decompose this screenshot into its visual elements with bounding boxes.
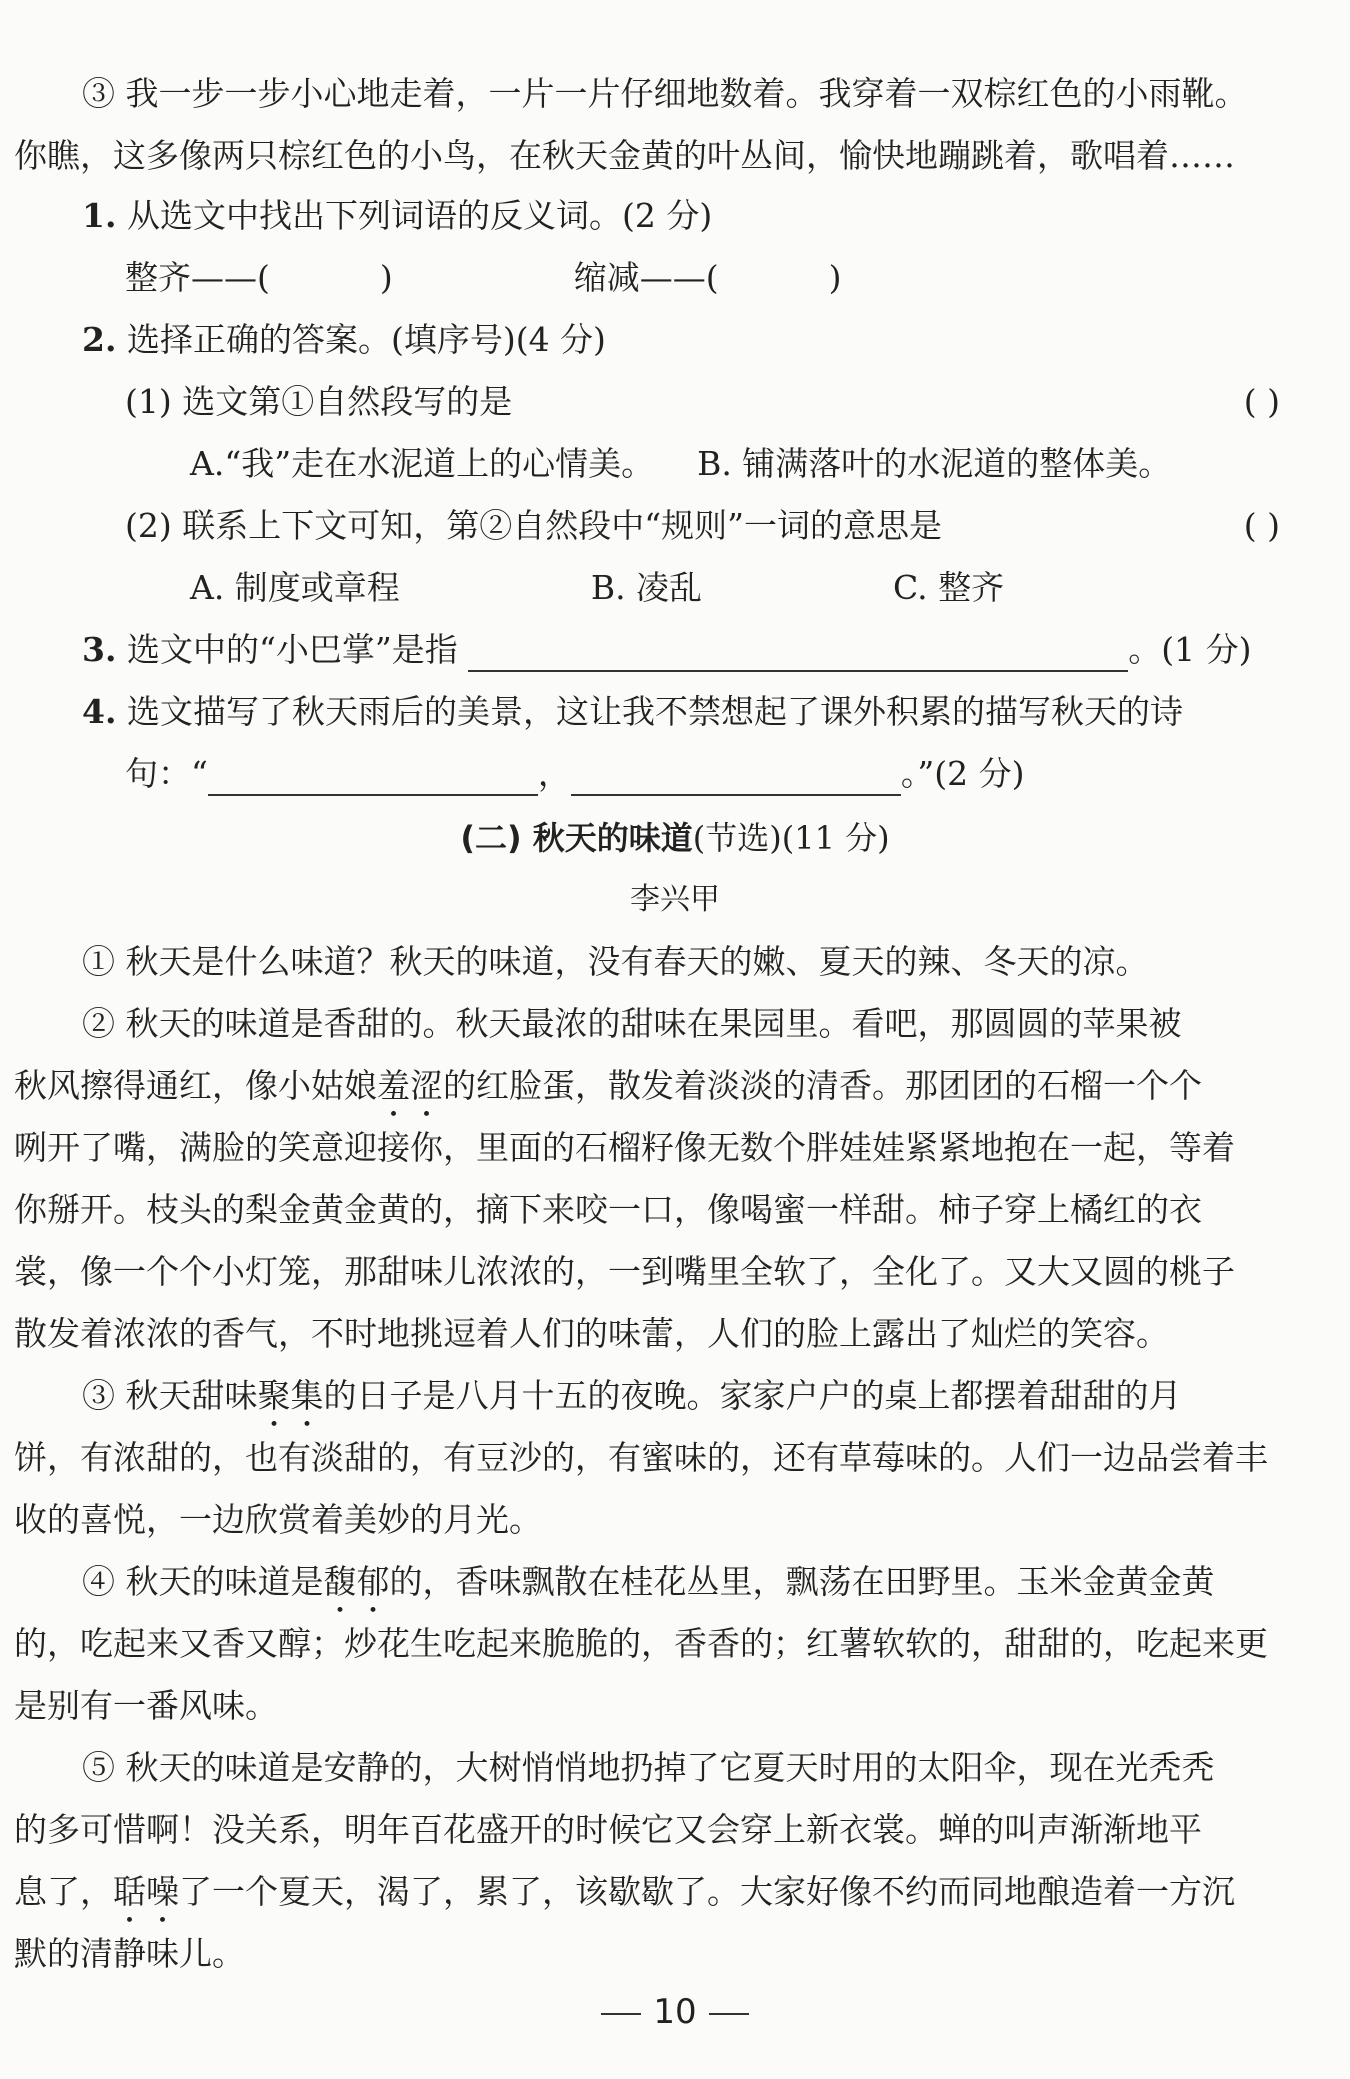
q4-comma: ， <box>537 754 571 793</box>
text-run: 秋风擦得通红，像小姑娘 <box>14 1066 377 1105</box>
page-number <box>0 1990 1350 2034</box>
answer-line[interactable] <box>468 636 1128 672</box>
question-4 <box>82 690 1350 734</box>
question-score: 。”(2 分) <box>900 754 1025 793</box>
text-run: 的红脸蛋，散发着淡淡的清香。那团团的石榴一个个 <box>443 1066 1202 1105</box>
text-run: ③ 秋天甜味 <box>82 1376 258 1415</box>
paragraph-5-line: 的多可惜啊！没关系，明年百花盛开的时候它又会穿上新衣裳。蝉的叫声渐渐地平 <box>14 1810 1202 1849</box>
paragraph-3-line <box>82 1374 1350 1435</box>
question-score: 。(1 分) <box>1128 630 1252 669</box>
bracket-close: ) <box>828 258 842 297</box>
antonym-prompt-b: 缩减——( <box>573 258 719 297</box>
q4-prefix: 句：“ <box>125 754 208 793</box>
paragraph-5-line: 默的清静味儿。 <box>14 1934 245 1973</box>
text-run: 的，香味飘散在桂花丛里，飘荡在田野里。玉米金黄金黄 <box>389 1562 1215 1601</box>
page-number-text: 10 <box>653 1992 697 2032</box>
paragraph-3-line: 收的喜悦，一边欣赏着美妙的月光。 <box>14 1500 542 1539</box>
question-1 <box>82 194 1350 238</box>
text-run: 了一个夏天，渴了，累了，该歇歇了。大家好像不约而同地酿造着一方沉 <box>179 1872 1235 1911</box>
answer-line[interactable] <box>208 760 538 796</box>
paragraph-2-line: 咧开了嘴，满脸的笑意迎接你，里面的石榴籽像无数个胖娃娃紧紧地抱在一起，等着 <box>14 1128 1235 1167</box>
option-a: A.“我”走在水泥道上的心情美。 <box>190 444 655 483</box>
author: 李兴甲 <box>630 882 720 917</box>
text-run: 的日子是八月十五的夜晚。家家户户的桌上都摆着甜甜的月 <box>323 1376 1182 1415</box>
answer-bracket[interactable]: ( ) <box>1243 382 1280 421</box>
option-b: B. 铺满落叶的水泥道的整体美。 <box>697 444 1172 483</box>
question-text: 从选文中找出下列词语的反义词。(2 分) <box>126 196 713 235</box>
question-text: 选择正确的答案。(填序号)(4 分) <box>126 320 606 359</box>
question-number: 1. <box>82 196 117 235</box>
answer-line[interactable] <box>571 760 901 796</box>
passage1-line: 你瞧，这多像两只棕红色的小鸟，在秋天金黄的叶丛间，愉快地蹦跳着，歌唱着…… <box>14 136 1235 175</box>
passage1-line: ③ 我一步一步小心地走着，一片一片仔细地数着。我穿着一双棕红色的小雨靴。 <box>82 74 1248 113</box>
q2-sub1-options <box>190 442 1350 486</box>
paragraph-5-line: ⑤ 秋天的味道是安静的，大树悄悄地扔掉了它夏天时用的太阳伞，现在光秃秃 <box>82 1748 1215 1787</box>
divider <box>601 2013 641 2015</box>
question-number: 2. <box>82 320 117 359</box>
paragraph-2-line: 裳，像一个个小灯笼，那甜味儿浓浓的，一到嘴里全软了，全化了。又大又圆的桃子 <box>14 1252 1235 1291</box>
antonym-prompt-a: 整齐——( <box>125 258 270 297</box>
paragraph-4-line: 的，吃起来又香又醇；炒花生吃起来脆脆的，香香的；红薯软软的，甜甜的，吃起来更 <box>14 1624 1268 1663</box>
paragraph-4-line <box>82 1560 1350 1621</box>
paragraph-1: ① 秋天是什么味道？秋天的味道，没有春天的嫩、夏天的辣、冬天的凉。 <box>82 942 1149 981</box>
paragraph-5-line <box>14 1870 1350 1931</box>
bracket-close: ) <box>379 258 393 297</box>
option-a: A. 制度或章程 <box>190 568 400 607</box>
question-number: 4. <box>82 692 117 731</box>
q4-answer-row <box>125 752 1350 796</box>
answer-space-a[interactable] <box>270 266 380 300</box>
answer-bracket[interactable]: ( ) <box>1243 506 1280 545</box>
section-title-main: (二) 秋天的味道 <box>460 819 693 857</box>
emphasized-word: 羞涩 <box>377 1066 443 1105</box>
emphasized-word: 聒噪 <box>113 1872 179 1911</box>
question-3 <box>82 628 1350 672</box>
divider <box>709 2013 749 2015</box>
section-title-sub: (节选)(11 分) <box>692 819 890 857</box>
question-number: 3. <box>82 630 117 669</box>
q1-antonym-row <box>125 256 1350 300</box>
option-c: C. 整齐 <box>893 568 1005 607</box>
paragraph-4-line: 是别有一番风味。 <box>14 1686 278 1725</box>
paragraph-2-line: ② 秋天的味道是香甜的。秋天最浓的甜味在果园里。看吧，那圆圆的苹果被 <box>82 1004 1182 1043</box>
paragraph-3-line: 饼，有浓甜的，也有淡甜的，有豆沙的，有蜜味的，还有草莓味的。人们一边品尝着丰 <box>14 1438 1268 1477</box>
emphasized-word: 馥郁 <box>323 1562 390 1601</box>
section-title <box>0 816 1350 860</box>
q2-sub1: (1) 选文第①自然段写的是 <box>125 382 513 421</box>
paragraph-2-line <box>14 1064 1350 1125</box>
text-run: 息了， <box>14 1872 113 1911</box>
paragraph-2-line: 你掰开。枝头的梨金黄金黄的，摘下来咬一口，像喝蜜一样甜。柿子穿上橘红的衣 <box>14 1190 1202 1229</box>
option-b: B. 凌乱 <box>590 568 703 607</box>
text-run: ④ 秋天的味道是 <box>82 1562 324 1601</box>
q2-sub2: (2) 联系上下文可知，第②自然段中“规则”一词的意思是 <box>125 506 942 545</box>
question-2 <box>82 318 1350 362</box>
emphasized-word: 聚集 <box>257 1376 324 1415</box>
answer-space-b[interactable] <box>719 266 829 300</box>
question-text: 选文中的“小巴掌”是指 <box>126 630 458 669</box>
question-text: 选文描写了秋天雨后的美景，这让我不禁想起了课外积累的描写秋天的诗 <box>126 692 1183 731</box>
q2-sub2-options <box>190 566 1350 610</box>
paragraph-2-line: 散发着浓浓的香气，不时地挑逗着人们的味蕾，人们的脸上露出了灿烂的笑容。 <box>14 1314 1169 1353</box>
